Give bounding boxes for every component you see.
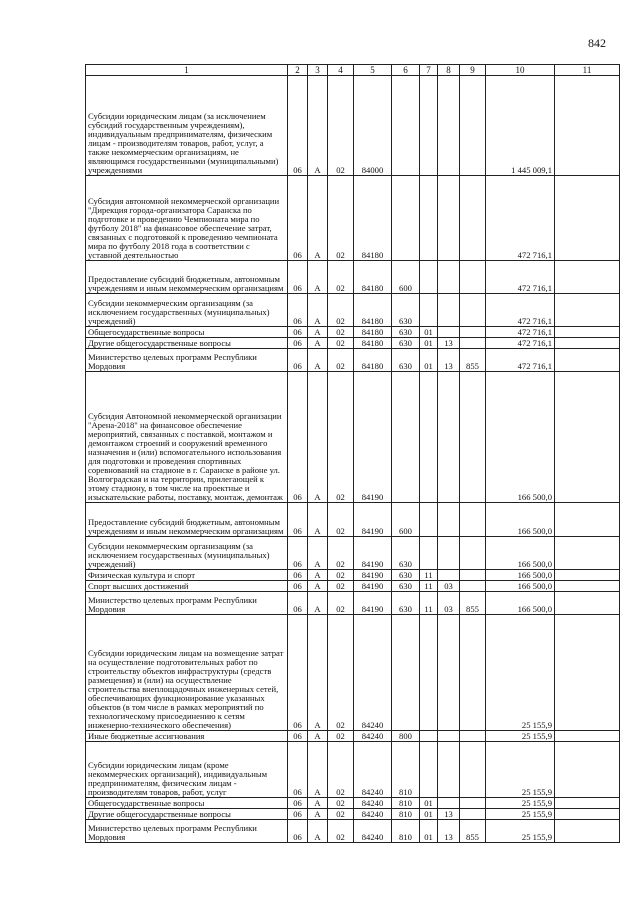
column-header: 2 <box>288 65 308 76</box>
program-code: А <box>308 742 328 798</box>
expense-type: 800 <box>392 731 420 742</box>
program-code: А <box>308 615 328 731</box>
direction-code: 84180 <box>354 261 392 294</box>
section-code: 06 <box>288 798 308 809</box>
ministry-code <box>460 176 486 261</box>
subprogram-code: 02 <box>328 327 354 338</box>
section-code: 06 <box>288 349 308 372</box>
expense-type: 630 <box>392 294 420 327</box>
chapter-code: 11 <box>420 592 438 615</box>
section-code: 06 <box>288 615 308 731</box>
direction-code: 84180 <box>354 294 392 327</box>
subprogram-code: 02 <box>328 503 354 537</box>
table-row <box>86 820 620 843</box>
ministry-code <box>460 742 486 798</box>
program-code: А <box>308 327 328 338</box>
table-row <box>86 294 620 327</box>
subprogram-code: 02 <box>328 294 354 327</box>
row-description: Министерство целевых программ Республики Мордовия <box>86 349 288 372</box>
chapter-code <box>420 372 438 503</box>
program-code: А <box>308 294 328 327</box>
table-row <box>86 261 620 294</box>
ministry-code <box>460 581 486 592</box>
expense-type: 630 <box>392 537 420 570</box>
row-description: Физическая культура и спорт <box>86 570 288 581</box>
amount-extra <box>555 798 620 809</box>
amount-extra <box>555 537 620 570</box>
ministry-code <box>460 570 486 581</box>
ministry-code <box>460 798 486 809</box>
subprogram-code: 02 <box>328 615 354 731</box>
amount: 166 500,0 <box>486 581 555 592</box>
ministry-code: 855 <box>460 349 486 372</box>
section-code: 06 <box>288 294 308 327</box>
section-code: 06 <box>288 820 308 843</box>
amount: 25 155,9 <box>486 798 555 809</box>
section-code: 06 <box>288 592 308 615</box>
amount: 25 155,9 <box>486 615 555 731</box>
column-header: 6 <box>392 65 420 76</box>
chapter-code: 01 <box>420 338 438 349</box>
amount-extra <box>555 731 620 742</box>
program-code: А <box>308 820 328 843</box>
section-code: 06 <box>288 537 308 570</box>
program-code: А <box>308 570 328 581</box>
subchapter-code <box>438 76 460 176</box>
amount-extra <box>555 294 620 327</box>
chapter-code <box>420 261 438 294</box>
amount-extra <box>555 820 620 843</box>
row-description: Общегосударственные вопросы <box>86 798 288 809</box>
column-header: 7 <box>420 65 438 76</box>
direction-code: 84180 <box>354 349 392 372</box>
amount-extra <box>555 349 620 372</box>
expense-type <box>392 76 420 176</box>
expense-type: 600 <box>392 503 420 537</box>
subprogram-code: 02 <box>328 592 354 615</box>
subprogram-code: 02 <box>328 809 354 820</box>
amount: 472 716,1 <box>486 294 555 327</box>
amount: 166 500,0 <box>486 537 555 570</box>
row-description: Иные бюджетные ассигнования <box>86 731 288 742</box>
row-description: Субсидии юридическим лицам (за исключением субсидий государственным учреждениям), индивидуальным предпринимателям, физическим лицам - производителям товаров, работ, услуг, а также некоммерческим организациям, не являющимся государственными (муниципальными) учреждениями <box>86 76 288 176</box>
column-header: 1 <box>86 65 288 76</box>
column-header: 11 <box>555 65 620 76</box>
ministry-code <box>460 294 486 327</box>
program-code: А <box>308 581 328 592</box>
amount-extra <box>555 327 620 338</box>
amount: 472 716,1 <box>486 261 555 294</box>
chapter-code: 01 <box>420 798 438 809</box>
subprogram-code: 02 <box>328 176 354 261</box>
program-code: А <box>308 76 328 176</box>
ministry-code <box>460 731 486 742</box>
expense-type: 810 <box>392 798 420 809</box>
ministry-code <box>460 615 486 731</box>
row-description: Спорт высших достижений <box>86 581 288 592</box>
table-row <box>86 503 620 537</box>
subchapter-code <box>438 327 460 338</box>
page-number: 842 <box>588 36 606 50</box>
direction-code: 84180 <box>354 327 392 338</box>
section-code: 06 <box>288 570 308 581</box>
table-row <box>86 581 620 592</box>
table-row <box>86 592 620 615</box>
ministry-code <box>460 372 486 503</box>
expense-type: 630 <box>392 581 420 592</box>
amount-extra <box>555 742 620 798</box>
ministry-code: 855 <box>460 820 486 843</box>
program-code: А <box>308 537 328 570</box>
chapter-code: 11 <box>420 570 438 581</box>
subprogram-code: 02 <box>328 820 354 843</box>
table-row <box>86 76 620 176</box>
subprogram-code: 02 <box>328 349 354 372</box>
amount: 472 716,1 <box>486 338 555 349</box>
expense-type: 810 <box>392 820 420 843</box>
amount-extra <box>555 338 620 349</box>
amount: 1 445 009,1 <box>486 76 555 176</box>
row-description: Предоставление субсидий бюджетным, автономным учреждениям и иным некоммерческим организациям <box>86 503 288 537</box>
ministry-code <box>460 261 486 294</box>
program-code: А <box>308 731 328 742</box>
row-description: Другие общегосударственные вопросы <box>86 338 288 349</box>
section-code: 06 <box>288 261 308 294</box>
program-code: А <box>308 809 328 820</box>
row-description: Другие общегосударственные вопросы <box>86 809 288 820</box>
subchapter-code: 13 <box>438 809 460 820</box>
ministry-code <box>460 338 486 349</box>
subchapter-code <box>438 615 460 731</box>
table-row <box>86 372 620 503</box>
subchapter-code <box>438 731 460 742</box>
subchapter-code: 13 <box>438 338 460 349</box>
section-code: 06 <box>288 809 308 820</box>
ministry-code: 855 <box>460 592 486 615</box>
expense-type <box>392 176 420 261</box>
expense-type: 810 <box>392 809 420 820</box>
row-description: Министерство целевых программ Республики Мордовия <box>86 592 288 615</box>
subprogram-code: 02 <box>328 261 354 294</box>
chapter-code <box>420 615 438 731</box>
row-description: Субсидии некоммерческим организациям (за исключением государственных (муниципальных) учреждений) <box>86 294 288 327</box>
table-row <box>86 327 620 338</box>
expense-type: 630 <box>392 570 420 581</box>
ministry-code <box>460 503 486 537</box>
expense-type: 630 <box>392 338 420 349</box>
row-description: Предоставление субсидий бюджетным, автономным учреждениям и иным некоммерческим организациям <box>86 261 288 294</box>
subchapter-code: 13 <box>438 349 460 372</box>
ministry-code <box>460 537 486 570</box>
subchapter-code <box>438 798 460 809</box>
ministry-code <box>460 327 486 338</box>
section-code: 06 <box>288 176 308 261</box>
table-row <box>86 349 620 372</box>
expense-type: 600 <box>392 261 420 294</box>
chapter-code <box>420 294 438 327</box>
section-code: 06 <box>288 327 308 338</box>
table-row <box>86 615 620 731</box>
chapter-code: 01 <box>420 349 438 372</box>
subchapter-code <box>438 372 460 503</box>
direction-code: 84190 <box>354 592 392 615</box>
section-code: 06 <box>288 731 308 742</box>
direction-code: 84190 <box>354 537 392 570</box>
amount-extra <box>555 261 620 294</box>
direction-code: 84180 <box>354 338 392 349</box>
program-code: А <box>308 261 328 294</box>
expense-type: 630 <box>392 349 420 372</box>
column-header: 8 <box>438 65 460 76</box>
subchapter-code <box>438 261 460 294</box>
direction-code: 84240 <box>354 731 392 742</box>
amount: 472 716,1 <box>486 176 555 261</box>
row-description: Общегосударственные вопросы <box>86 327 288 338</box>
direction-code: 84190 <box>354 372 392 503</box>
amount: 25 155,9 <box>486 809 555 820</box>
subprogram-code: 02 <box>328 537 354 570</box>
amount-extra <box>555 615 620 731</box>
subchapter-code <box>438 176 460 261</box>
chapter-code <box>420 731 438 742</box>
chapter-code <box>420 176 438 261</box>
section-code: 06 <box>288 742 308 798</box>
table-row <box>86 742 620 798</box>
section-code: 06 <box>288 581 308 592</box>
chapter-code <box>420 76 438 176</box>
expense-type <box>392 372 420 503</box>
table-row <box>86 570 620 581</box>
section-code: 06 <box>288 338 308 349</box>
table-row <box>86 537 620 570</box>
direction-code: 84190 <box>354 570 392 581</box>
subprogram-code: 02 <box>328 338 354 349</box>
subchapter-code <box>438 503 460 537</box>
row-description: Субсидия автономной некоммерческой организации "Дирекция города-организатора Саранска по подготовке и проведению Чемпионата мира по футболу 2018" на финансовое обеспечение затрат, связанных с подготовкой к проведению чемпионата мира по футболу 2018 года в соответствии с уставной деятельностью <box>86 176 288 261</box>
amount: 166 500,0 <box>486 570 555 581</box>
ministry-code <box>460 76 486 176</box>
amount-extra <box>555 503 620 537</box>
amount: 25 155,9 <box>486 820 555 843</box>
row-description: Субсидии некоммерческим организациям (за исключением государственных (муниципальных) учреждений) <box>86 537 288 570</box>
chapter-code: 01 <box>420 327 438 338</box>
amount: 166 500,0 <box>486 503 555 537</box>
subchapter-code: 03 <box>438 592 460 615</box>
section-code: 06 <box>288 372 308 503</box>
program-code: А <box>308 592 328 615</box>
program-code: А <box>308 349 328 372</box>
subchapter-code <box>438 537 460 570</box>
amount-extra <box>555 581 620 592</box>
column-header: 9 <box>460 65 486 76</box>
chapter-code <box>420 742 438 798</box>
section-code: 06 <box>288 76 308 176</box>
subprogram-code: 02 <box>328 372 354 503</box>
expense-type: 630 <box>392 592 420 615</box>
header-row <box>86 65 620 76</box>
expense-type <box>392 615 420 731</box>
chapter-code <box>420 537 438 570</box>
section-code: 06 <box>288 503 308 537</box>
subprogram-code: 02 <box>328 798 354 809</box>
table-row <box>86 809 620 820</box>
direction-code: 84000 <box>354 76 392 176</box>
program-code: А <box>308 176 328 261</box>
column-header: 3 <box>308 65 328 76</box>
table-row <box>86 338 620 349</box>
subchapter-code <box>438 742 460 798</box>
chapter-code: 11 <box>420 581 438 592</box>
table-row <box>86 798 620 809</box>
column-header: 5 <box>354 65 392 76</box>
subchapter-code <box>438 294 460 327</box>
row-description: Министерство целевых программ Республики Мордовия <box>86 820 288 843</box>
expense-type: 630 <box>392 327 420 338</box>
table-row <box>86 731 620 742</box>
direction-code: 84240 <box>354 820 392 843</box>
amount: 166 500,0 <box>486 372 555 503</box>
column-header: 10 <box>486 65 555 76</box>
subchapter-code: 03 <box>438 581 460 592</box>
chapter-code: 01 <box>420 809 438 820</box>
amount-extra <box>555 176 620 261</box>
amount: 472 716,1 <box>486 349 555 372</box>
budget-table <box>85 64 620 843</box>
row-description: Субсидии юридическим лицам на возмещение затрат на осуществление подготовительных работ по строительству объектов инфраструктуры (средств размещения) и (или) на осуществление строительства внеплощадочных инженерных сетей, обеспечивающих функционирование указанных объектов (в том числе в рамках мероприятий по технологическому присоединению к сетям инженерно-технического обеспечения) <box>86 615 288 731</box>
program-code: А <box>308 798 328 809</box>
subprogram-code: 02 <box>328 731 354 742</box>
subprogram-code: 02 <box>328 76 354 176</box>
subprogram-code: 02 <box>328 581 354 592</box>
subchapter-code <box>438 570 460 581</box>
direction-code: 84190 <box>354 581 392 592</box>
amount: 166 500,0 <box>486 592 555 615</box>
amount-extra <box>555 570 620 581</box>
direction-code: 84240 <box>354 798 392 809</box>
amount: 25 155,9 <box>486 731 555 742</box>
subchapter-code: 13 <box>438 820 460 843</box>
row-description: Субсидия Автономной некоммерческой организации "Арена-2018" на финансовое обеспечение мероприятий, связанных с поставкой, монтажом и демонтажом строений и сооружений временного назначения и (или) вспомогательного использования для подготовки и проведения спортивных соревнований на стадионе в г. Саранске в районе ул. Волгоградская и на территории, прилегающей к этому стадиону, в том числе на проектные и изыскательские работы, поставку, монтаж, демонтаж <box>86 372 288 503</box>
table-row <box>86 176 620 261</box>
program-code: А <box>308 338 328 349</box>
program-code: А <box>308 503 328 537</box>
direction-code: 84240 <box>354 615 392 731</box>
amount-extra <box>555 592 620 615</box>
subprogram-code: 02 <box>328 570 354 581</box>
column-header: 4 <box>328 65 354 76</box>
amount-extra <box>555 372 620 503</box>
direction-code: 84180 <box>354 176 392 261</box>
amount: 25 155,9 <box>486 742 555 798</box>
direction-code: 84240 <box>354 742 392 798</box>
chapter-code <box>420 503 438 537</box>
amount-extra <box>555 76 620 176</box>
direction-code: 84190 <box>354 503 392 537</box>
row-description: Субсидии юридическим лицам (кроме некоммерческих организаций), индивидуальным предпринимателям, физическим лицам - производителям товаров, работ, услуг <box>86 742 288 798</box>
expense-type: 810 <box>392 742 420 798</box>
amount: 472 716,1 <box>486 327 555 338</box>
subprogram-code: 02 <box>328 742 354 798</box>
ministry-code <box>460 809 486 820</box>
chapter-code: 01 <box>420 820 438 843</box>
program-code: А <box>308 372 328 503</box>
direction-code: 84240 <box>354 809 392 820</box>
amount-extra <box>555 809 620 820</box>
